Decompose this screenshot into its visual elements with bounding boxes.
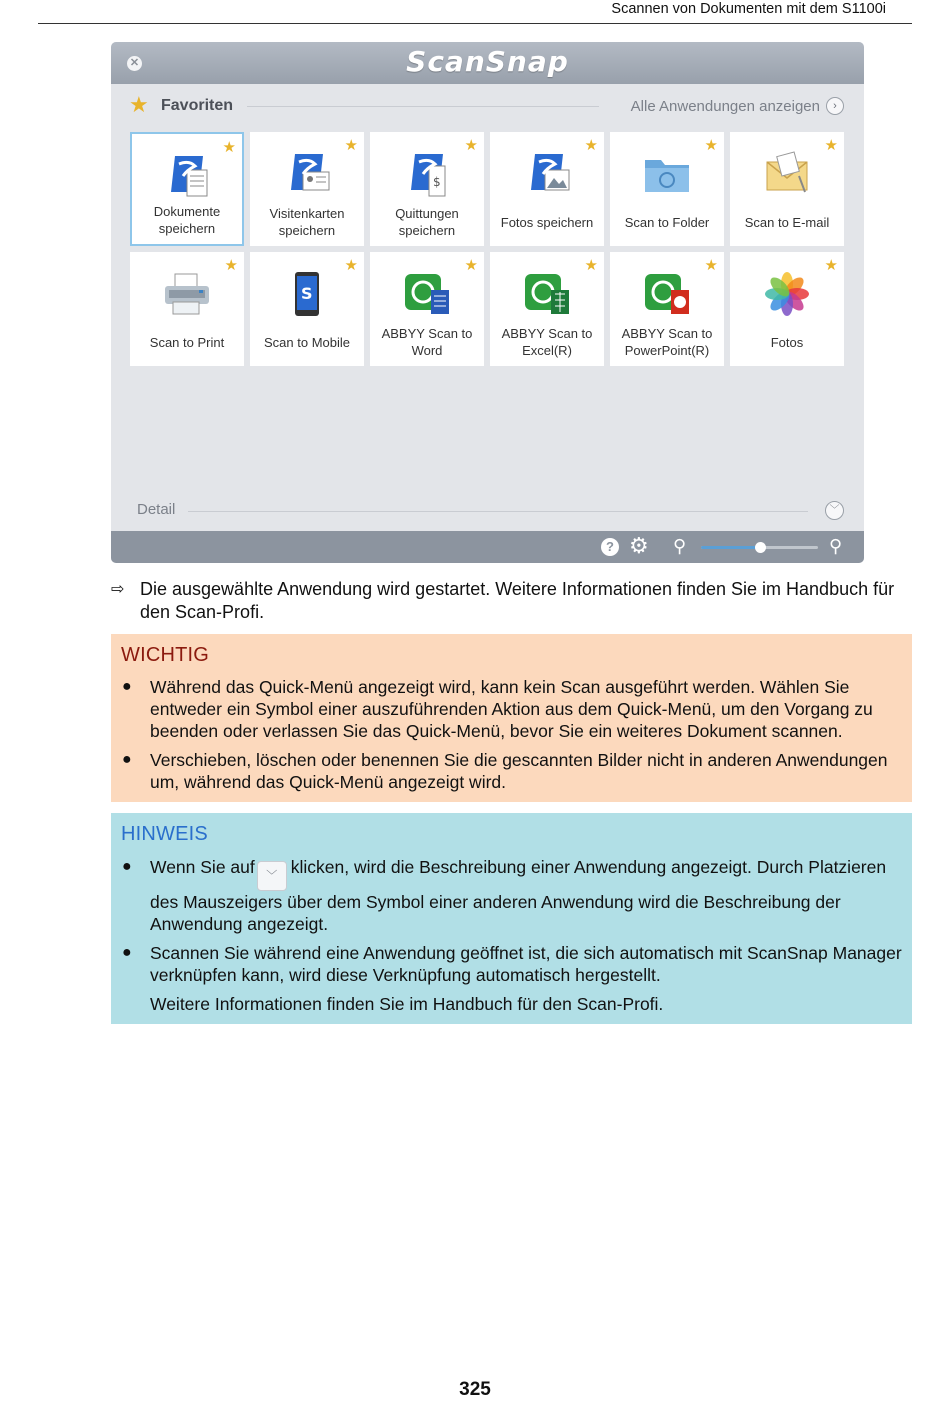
favorite-star-icon[interactable]: ★ bbox=[824, 257, 838, 274]
close-icon[interactable]: ✕ bbox=[127, 56, 142, 71]
bullet-icon: ● bbox=[122, 751, 132, 768]
photos-flower-icon bbox=[759, 266, 815, 322]
important-item-text: Verschieben, löschen oder benennen Sie die gescannten Bilder nicht in anderen Anwendungen um, während das Quick-Menü angezeigt wird. bbox=[150, 750, 888, 792]
scansnap-receipt-icon bbox=[399, 146, 455, 202]
app-tile-label: Fotos speichern bbox=[500, 214, 594, 230]
favorites-header bbox=[111, 92, 864, 122]
app-tile[interactable] bbox=[250, 132, 364, 246]
app-tile[interactable] bbox=[370, 252, 484, 366]
zoom-out-icon[interactable]: ⚲ bbox=[673, 536, 687, 556]
printer-icon bbox=[159, 266, 215, 322]
detail-label: Detail bbox=[137, 501, 176, 518]
important-item-text: Während das Quick-Menü angezeigt wird, kann kein Scan ausgeführt werden. Wählen Sie entweder ein Symbol einer auszuführenden Aktion aus dem Quick-Menü, um den Vorgang zu beenden oder verlassen Sie das Quick-Menü, bevor Sie ein weiteres Dokument scannen. bbox=[150, 677, 873, 741]
window-titlebar bbox=[111, 42, 864, 84]
app-tile-label: Visitenkarten speichern bbox=[269, 206, 345, 238]
zoom-slider-thumb[interactable] bbox=[755, 542, 766, 553]
favorite-star-icon[interactable]: ★ bbox=[704, 137, 718, 154]
app-tile[interactable] bbox=[370, 132, 484, 246]
app-tile-label: Dokumente speichern bbox=[153, 204, 221, 236]
chevron-down-button-icon: ﹀ bbox=[257, 861, 287, 891]
abbyy-powerpoint-icon bbox=[639, 266, 695, 322]
list-item bbox=[121, 749, 902, 793]
note-item-text-after: klicken, wird die Beschreibung einer Anwendung angezeigt. Durch Platzieren des Mauszeigers über dem Symbol einer anderen Anwendung wird die Beschreibung der Anwendung angezeigt. bbox=[150, 857, 887, 934]
application-grid bbox=[130, 132, 844, 366]
app-tile-label: Scan to Print bbox=[149, 334, 225, 350]
abbyy-excel-icon bbox=[519, 266, 575, 322]
favorite-star-icon[interactable]: ★ bbox=[584, 257, 598, 274]
folder-icon bbox=[639, 146, 695, 202]
envelope-icon bbox=[759, 146, 815, 202]
show-all-apps-link[interactable]: Alle Anwendungen anzeigen bbox=[630, 98, 820, 115]
app-tile-label: Scan to Mobile bbox=[264, 334, 350, 350]
note-box bbox=[111, 813, 912, 1024]
note-item-text: Scannen Sie während eine Anwendung geöffnet ist, die sich automatisch mit ScanSnap Manager verknüpfen kann, wird diese Verknüpfung automatisch hergestellt. bbox=[150, 943, 902, 985]
app-tile[interactable] bbox=[730, 252, 844, 366]
list-item bbox=[121, 942, 902, 986]
important-list bbox=[121, 676, 902, 793]
favorite-star-icon[interactable]: ★ bbox=[344, 137, 358, 154]
help-icon[interactable]: ? bbox=[601, 538, 619, 556]
note-list bbox=[121, 856, 902, 986]
important-title: WICHTIG bbox=[121, 644, 210, 666]
app-tile-label: Fotos bbox=[770, 334, 804, 350]
scansnap-logo: ScanSnap bbox=[406, 45, 569, 78]
detail-expand-chevron-down-icon[interactable]: ﹀ bbox=[825, 501, 844, 520]
result-text: Die ausgewählte Anwendung wird gestartet. Weitere Informationen finden Sie im Handbuch für den Scan-Profi. bbox=[140, 579, 895, 622]
list-item bbox=[121, 856, 902, 935]
favorites-label: Favoriten bbox=[161, 97, 234, 114]
app-tile[interactable] bbox=[130, 132, 244, 246]
bullet-icon: ● bbox=[122, 858, 132, 875]
app-tile-label: Quittungen speichern bbox=[395, 206, 459, 238]
app-tile-label: ABBYY Scan to PowerPoint(R) bbox=[621, 326, 713, 358]
app-tile-label: ABBYY Scan to Word bbox=[381, 326, 473, 358]
favorite-star-icon[interactable]: ★ bbox=[584, 137, 598, 154]
header-rule bbox=[38, 23, 912, 24]
app-tile[interactable] bbox=[130, 252, 244, 366]
note-title: HINWEIS bbox=[121, 823, 208, 845]
favorite-star-icon[interactable]: ★ bbox=[222, 139, 236, 156]
chevron-right-icon[interactable]: › bbox=[826, 97, 844, 115]
bullet-icon: ● bbox=[122, 944, 132, 961]
gear-icon[interactable]: ⚙ bbox=[629, 533, 649, 558]
scansnap-quick-menu-window bbox=[111, 42, 864, 563]
abbyy-word-icon bbox=[399, 266, 455, 322]
svg-text:S: S bbox=[301, 284, 313, 303]
app-tile-label: ABBYY Scan to Excel(R) bbox=[501, 326, 593, 358]
scansnap-document-icon bbox=[159, 148, 215, 204]
note-item-text-before: Wenn Sie auf bbox=[150, 857, 255, 877]
favorites-star-icon: ★ bbox=[129, 92, 149, 117]
window-bottom-bar bbox=[111, 531, 864, 563]
app-tile[interactable] bbox=[610, 252, 724, 366]
result-step bbox=[111, 578, 916, 624]
app-tile[interactable] bbox=[250, 252, 364, 366]
favorite-star-icon[interactable]: ★ bbox=[704, 257, 718, 274]
zoom-slider[interactable] bbox=[701, 546, 818, 549]
zoom-in-icon[interactable]: ⚲ bbox=[829, 536, 843, 556]
list-item bbox=[121, 676, 902, 742]
favorite-star-icon[interactable]: ★ bbox=[344, 257, 358, 274]
arrow-right-icon: ⇨ bbox=[111, 581, 125, 598]
note-reference: Weitere Informationen finden Sie im Handbuch für den Scan-Profi. bbox=[150, 994, 664, 1014]
zoom-slider-fill bbox=[701, 546, 760, 549]
favorite-star-icon[interactable]: ★ bbox=[464, 137, 478, 154]
favorites-divider bbox=[247, 106, 599, 107]
app-tile-label: Scan to Folder bbox=[624, 214, 710, 230]
app-tile[interactable] bbox=[490, 132, 604, 246]
mobile-icon bbox=[279, 266, 335, 322]
important-box bbox=[111, 634, 912, 802]
app-tile-label: Scan to E-mail bbox=[744, 214, 830, 230]
running-header: Scannen von Dokumenten mit dem S1100i bbox=[611, 1, 886, 17]
scansnap-photo-icon bbox=[519, 146, 575, 202]
scansnap-business-card-icon bbox=[279, 146, 335, 202]
favorite-star-icon[interactable]: ★ bbox=[224, 257, 238, 274]
app-tile[interactable] bbox=[610, 132, 724, 246]
app-tile[interactable] bbox=[490, 252, 604, 366]
detail-divider bbox=[188, 511, 808, 512]
favorite-star-icon[interactable]: ★ bbox=[824, 137, 838, 154]
bullet-icon: ● bbox=[122, 678, 132, 695]
svg-text:$: $ bbox=[433, 175, 441, 189]
favorite-star-icon[interactable]: ★ bbox=[464, 257, 478, 274]
page-number: 325 bbox=[459, 1379, 491, 1400]
app-tile[interactable] bbox=[730, 132, 844, 246]
